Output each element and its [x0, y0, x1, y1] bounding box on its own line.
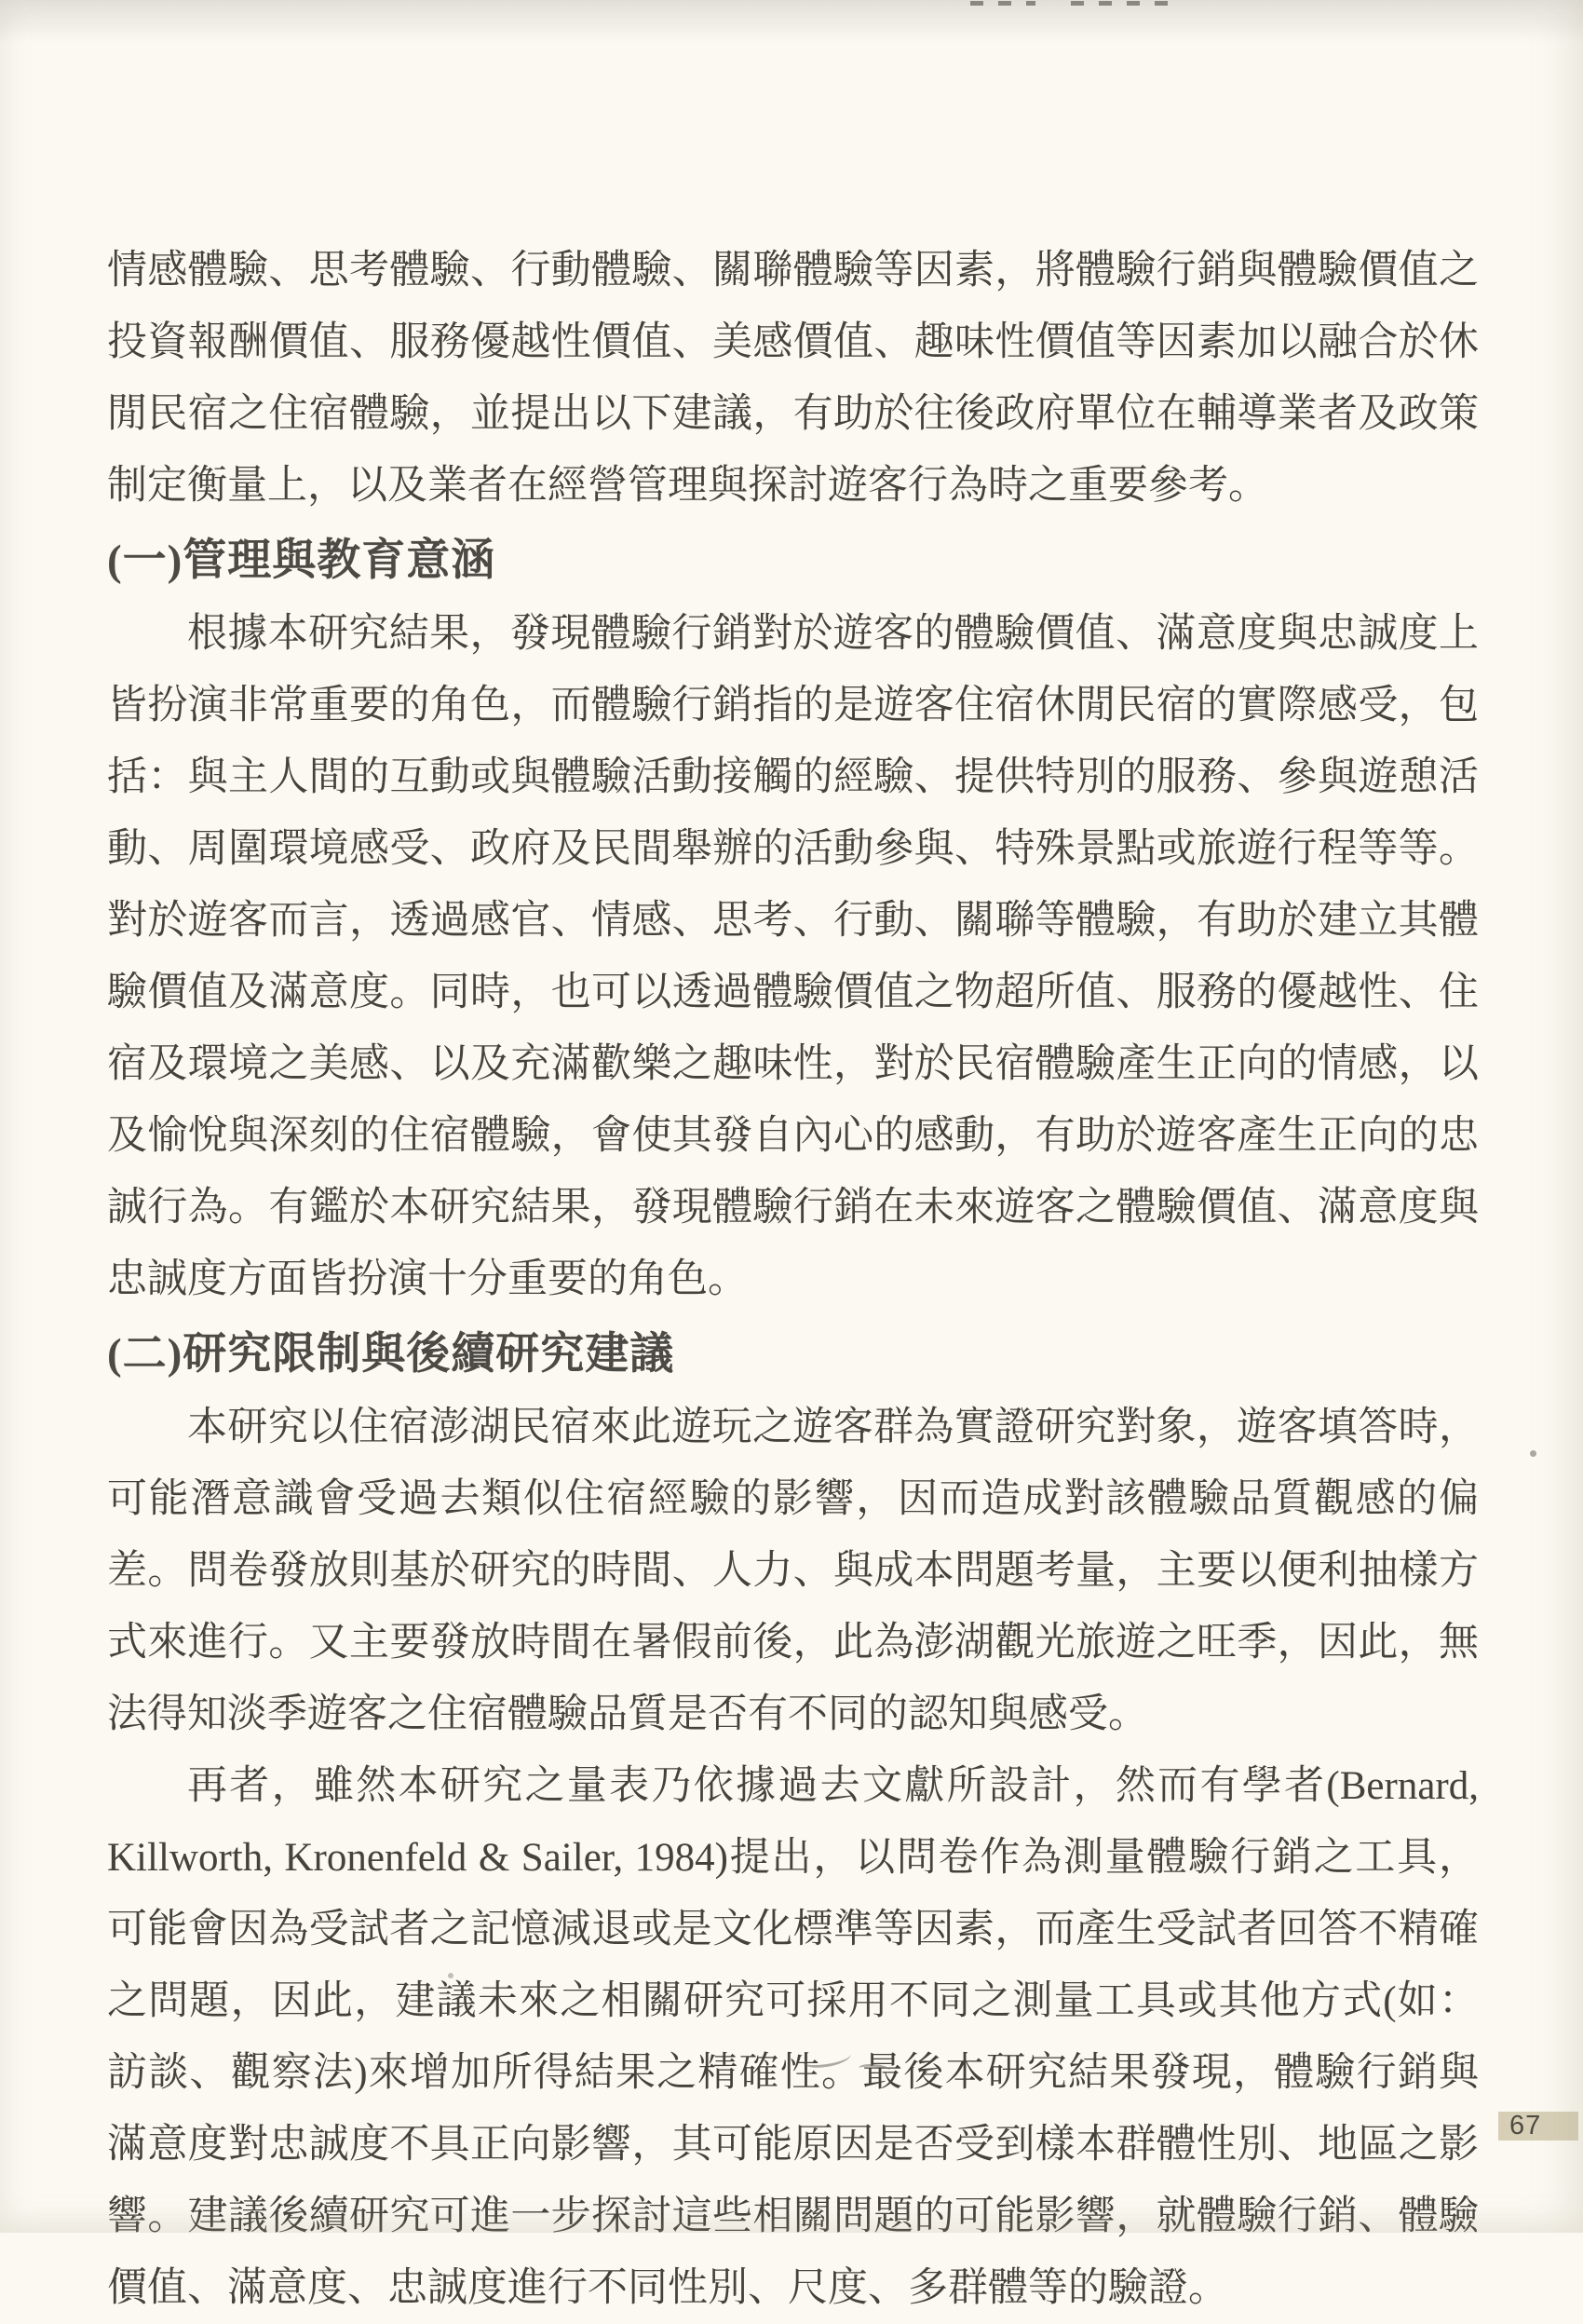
scan-artifact-dot-right-margin	[1530, 1450, 1536, 1457]
heading-section-2-limitations-future-research: (二)研究限制與後續研究建議	[107, 1330, 675, 1379]
scan-artifact-top-right-dashes	[1071, 1, 1183, 6]
paragraph-conclusion-intro: 情感體驗、思考體驗、行動體驗、關聯體驗等因素，將體驗行銷與體驗價值之投資報酬價值、服務優越性價值、美感價值、趣味性價值等因素加以融合於休閒民宿之住宿體驗，並提出以下建議，有助於往後政府單位在輔導業者及政策制定衡量上，以及業者在經營管理與探討遊客行為時之重要參考。	[107, 249, 1479, 508]
page-body-text	[107, 235, 1479, 2324]
paragraph-research-limitations: 本研究以住宿澎湖民宿來此遊玩之遊客群為實證研究對象，遊客填答時，可能潛意識會受過去類似住宿經驗的影響，因而造成對該體驗品質觀感的偏差。問卷發放則基於研究的時間、人力、與成本問題考量，主要以便利抽樣方式來進行。又主要發放時間在暑假前後，此為澎湖觀光旅遊之旺季，因此，無法得知淡季遊客之住宿體驗品質是否有不同的認知與感受。	[107, 1406, 1479, 1736]
page-number: 67	[1509, 2111, 1542, 2141]
scan-artifact-dot-mid	[448, 1973, 453, 1978]
scan-artifact-top-left-dashes	[970, 1, 1035, 6]
scan-edge-band	[0, 0, 1583, 43]
paragraph-future-research-suggestions: 再者，雖然本研究之量表乃依據過去文獻所設計，然而有學者(Bernard, Killworth, Kronenfeld & Sailer, 1984)提出，以問卷作為測量體驗行銷之工具，可能會因為受試者之記憶減退或是文化標準等因素，而產生受試者回答不精確之問題，因此，建議未來之相關研究可採用不同之測量工具或其他方式(如：訪談、觀察法)來增加所得結果之精確性。最後本研究結果發現，體驗行銷與滿意度對忠誠度不具正向影響，其可能原因是否受到樣本群體性別、地區之影響。建議後續研究可進一步探討這些相關問題的可能影響，就體驗行銷、體驗價值、滿意度、忠誠度進行不同性別、尺度、多群體等的驗證。	[107, 1764, 1479, 2310]
heading-section-1-management-education: (一)管理與教育意涵	[107, 537, 496, 585]
paragraph-management-education-implications: 根據本研究結果，發現體驗行銷對於遊客的體驗價值、滿意度與忠誠度上皆扮演非常重要的角色，而體驗行銷指的是遊客住宿休閒民宿的實際感受，包括：與主人間的互動或與體驗活動接觸的經驗、提供特別的服務、參與遊憩活動、周圍環境感受、政府及民間舉辦的活動參與、特殊景點或旅遊行程等等。對於遊客而言，透過感官、情感、思考、行動、關聯等體驗，有助於建立其體驗價值及滿意度。同時，也可以透過體驗價值之物超所值、服務的優越性、住宿及環境之美感、以及充滿歡樂之趣味性，對於民宿體驗產生正向的情感，以及愉悅與深刻的住宿體驗，會使其發自內心的感動，有助於遊客產生正向的忠誠行為。有鑑於本研究結果，發現體驗行銷在未來遊客之體驗價值、滿意度與忠誠度方面皆扮演十分重要的角色。	[107, 612, 1479, 1301]
page-number-badge	[1498, 2112, 1578, 2141]
